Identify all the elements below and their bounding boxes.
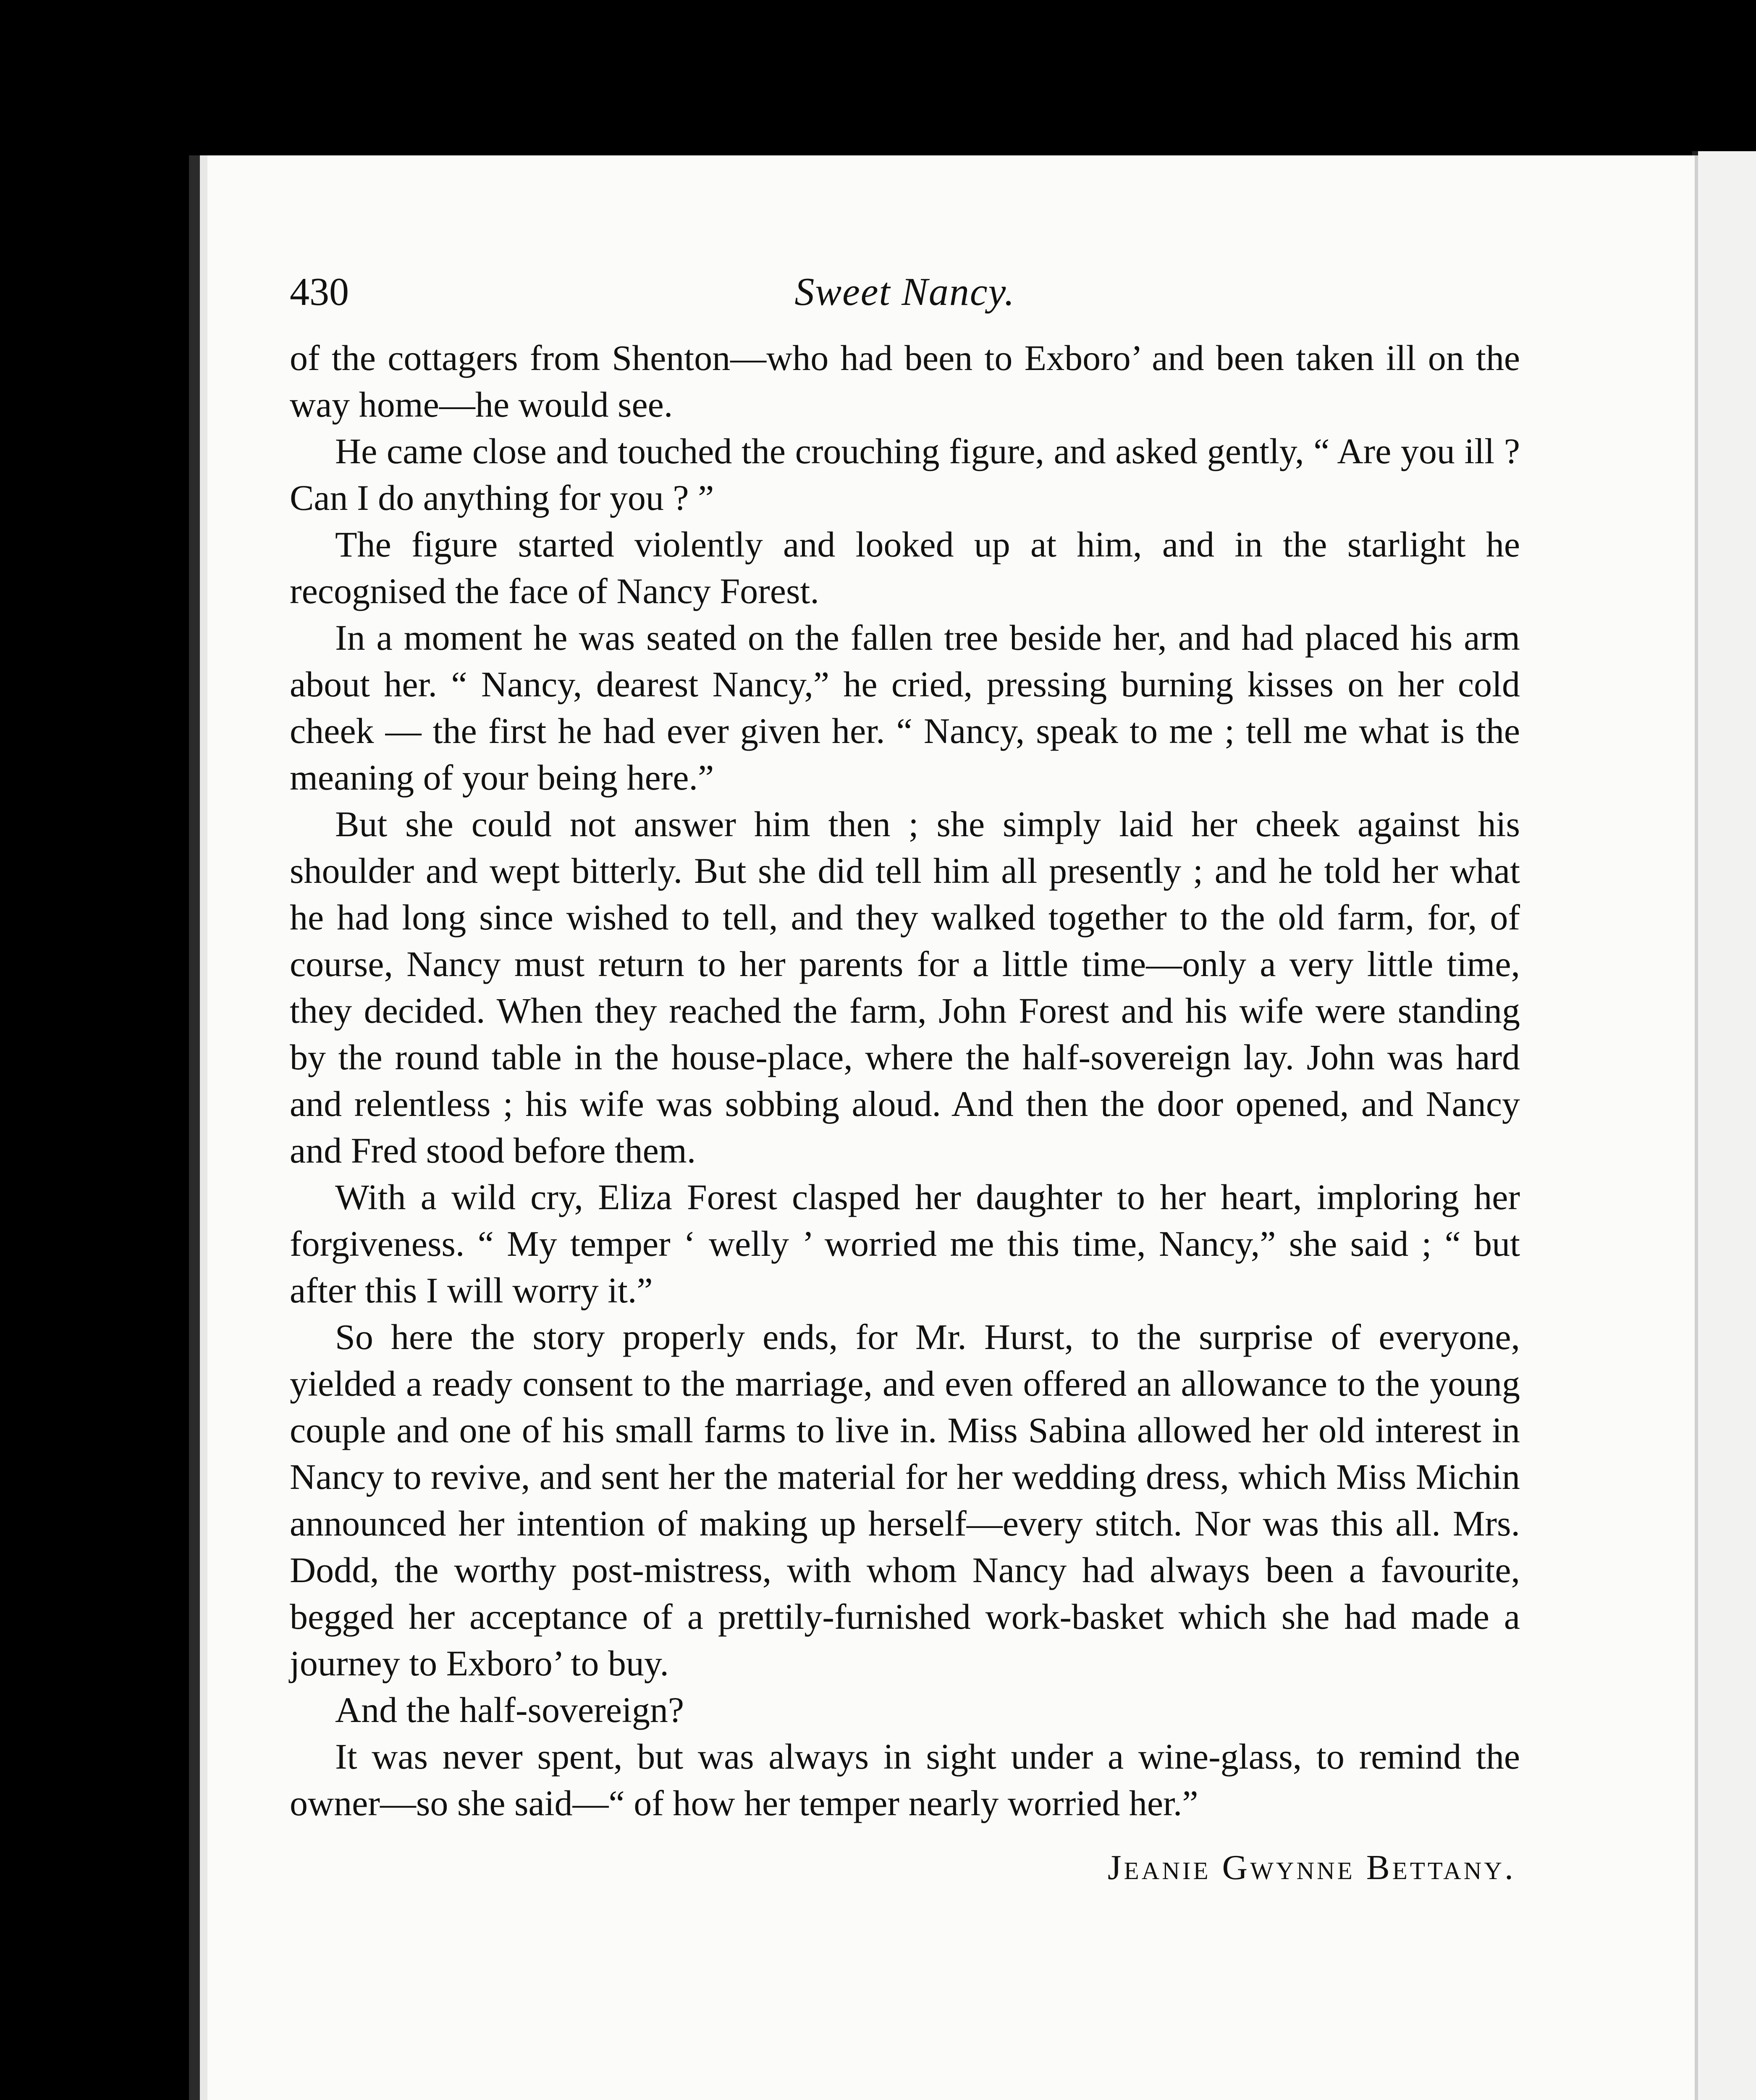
paragraph: But she could not answer him then ; she simply laid her cheek against his shoulder and wept bitterly. But she did tell him all presently ; and he told her what he had long since wished to tell, and they walked together to the old farm, for, of course, Nancy must return to her parents for a little time—only a very little time, they decided. When they reached the farm, John Forest and his wife were standing by the round table in the house-place, where the half-sovereign lay. John was hard and relentless ; his wife was sobbing aloud. And then the door opened, and Nancy and Fred stood before them. <box>290 804 1520 1171</box>
paragraph: He came close and touched the crouching figure, and asked gently, “ Are you ill ? Can I do anything for you ? ” <box>290 431 1520 518</box>
paragraph: In a moment he was seated on the fallen tree beside her, and had placed his arm about her. “ Nancy, dearest Nancy,” he cried, pressing burning kisses on her cold cheek — the first he had ever given her. “ Nancy, speak to me ; tell me what is the meaning of your being here.” <box>290 617 1520 798</box>
paragraph: The figure started violently and looked up at him, and in the starlight he recognised the face of Nancy Forest. <box>290 524 1520 611</box>
paragraph: With a wild cry, Eliza Forest clasped her daughter to her heart, imploring her forgiveness. “ My temper ‘ welly ’ worried me this time, Nancy,” she said ; “ but after this I will worry it.” <box>290 1177 1520 1310</box>
page-number: 430 <box>290 270 349 314</box>
author-signature: Jeanie Gwynne Bettany. <box>1107 1848 1516 1887</box>
running-title: Sweet Nancy. <box>794 270 1015 314</box>
paragraph: And the half-sovereign? <box>335 1690 684 1730</box>
paragraph: of the cottagers from Shenton—who had been to Exboro’ and been taken ill on the way home—he would see. <box>290 338 1520 425</box>
page-header <box>290 269 1520 315</box>
page-text-block <box>290 269 1520 1891</box>
paragraph: It was never spent, but was always in sight under a wine-glass, to remind the owner—so she said—“ of how her temper nearly worried her.” <box>290 1736 1520 1823</box>
adjacent-page-edge <box>1692 151 1756 2100</box>
paragraph: So here the story properly ends, for Mr. Hurst, to the surprise of everyone, yielded a ready consent to the marriage, and even offered an allowance to the young couple and one of his small farms to live in. Miss Sabina allowed her old interest in Nancy to revive, and sent her the material for her wedding dress, which Miss Michin announced her intention of making up herself—every stitch. Nor was this all. Mrs. Dodd, the worthy post-mistress, with whom Nancy had always been a favourite, begged her acceptance of a prettily-furnished work-basket which she had made a journey to Exboro’ to buy. <box>290 1317 1520 1683</box>
